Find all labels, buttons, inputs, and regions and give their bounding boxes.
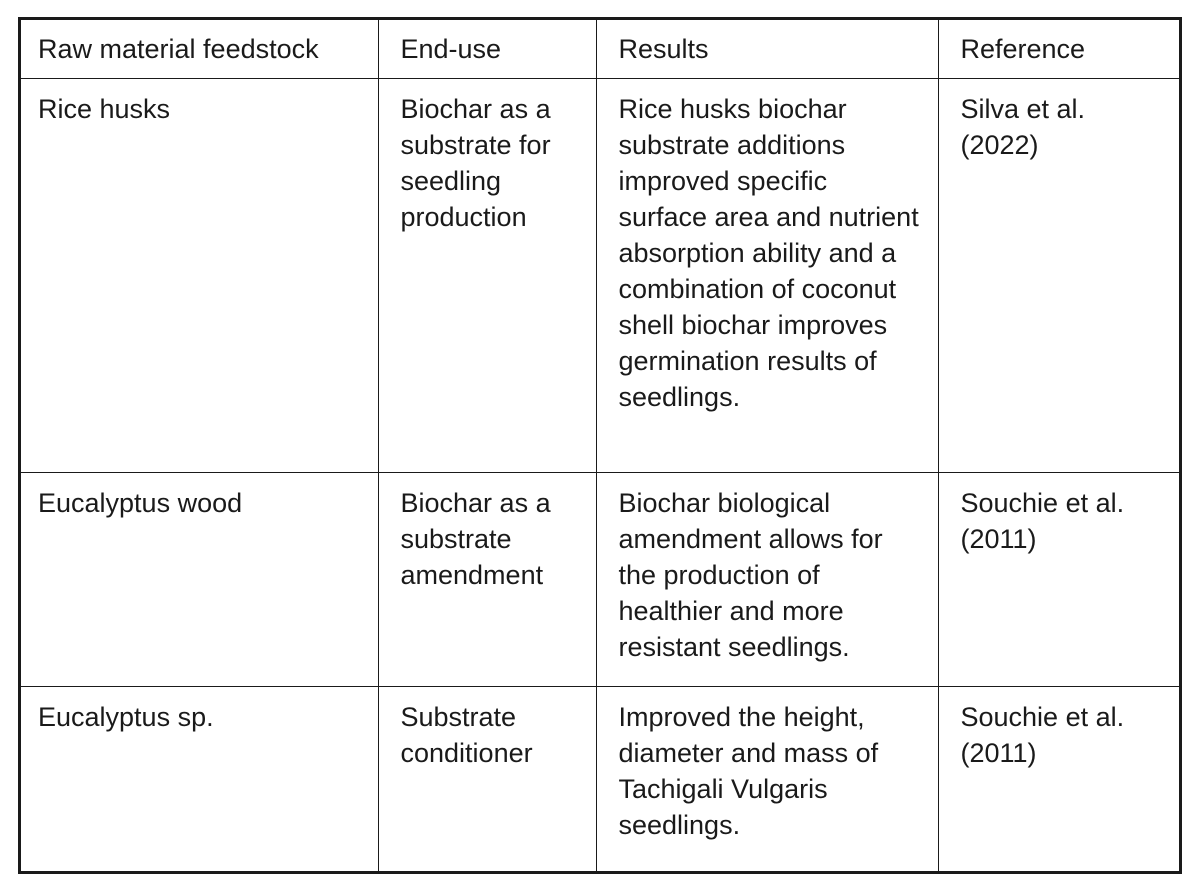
- table-row: [21, 472, 1179, 686]
- table-header-row: [21, 20, 1179, 78]
- cell-feedstock: Eucalyptus wood: [21, 472, 378, 686]
- cell-feedstock: Rice husks: [21, 78, 378, 472]
- cell-reference: Silva et al. (2022): [938, 78, 1179, 472]
- cell-end-use: Substrate conditioner: [378, 686, 596, 871]
- cell-results: Improved the height, diameter and mass of Tachigali Vulgaris seedlings.: [596, 686, 938, 871]
- cell-results: Rice husks biochar substrate additions improved specific surface area and nutrient absorption ability and a combination of coconut shell biochar improves germination results of seedlings.: [596, 78, 938, 472]
- header-feedstock: Raw material feedstock: [21, 20, 378, 78]
- header-end-use: End-use: [378, 20, 596, 78]
- data-table: [21, 20, 1179, 871]
- cell-results: Biochar biological amendment allows for the production of healthier and more resistant seedlings.: [596, 472, 938, 686]
- biochar-table: [18, 17, 1182, 874]
- table-row: [21, 78, 1179, 472]
- header-results: Results: [596, 20, 938, 78]
- cell-reference: Souchie et al. (2011): [938, 472, 1179, 686]
- cell-end-use: Biochar as a substrate amendment: [378, 472, 596, 686]
- table-row: [21, 686, 1179, 871]
- header-reference: Reference: [938, 20, 1179, 78]
- cell-reference: Souchie et al. (2011): [938, 686, 1179, 871]
- cell-feedstock: Eucalyptus sp.: [21, 686, 378, 871]
- cell-end-use: Biochar as a substrate for seedling production: [378, 78, 596, 472]
